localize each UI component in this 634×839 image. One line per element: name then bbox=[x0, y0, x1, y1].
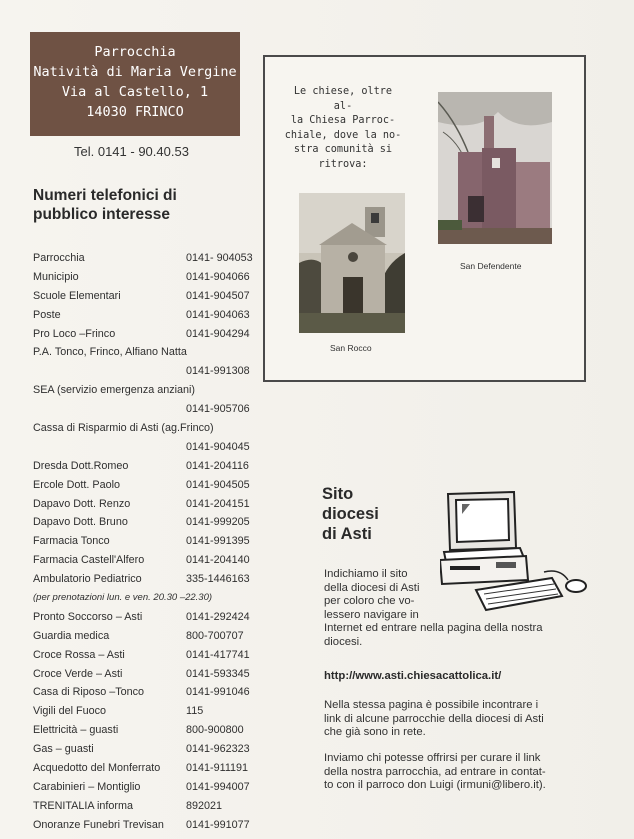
phone-row bbox=[33, 740, 273, 759]
phone-row-number: 0141-905706 bbox=[186, 403, 250, 416]
phone-list bbox=[33, 249, 273, 835]
parish-telephone: Tel. 0141 - 90.40.53 bbox=[74, 144, 189, 159]
phone-row bbox=[33, 589, 273, 608]
phone-row-name: Pronto Soccorso – Asti bbox=[33, 610, 143, 623]
phone-row bbox=[33, 457, 273, 476]
phone-row bbox=[33, 683, 273, 702]
phone-row-name: Farmacia Tonco bbox=[33, 535, 110, 548]
sito-para3-line: Inviamo chi potesse offrirsi per curare il link bbox=[324, 752, 541, 764]
sito-title-line: diocesi bbox=[322, 505, 379, 523]
parish-line-1: Parrocchia bbox=[94, 44, 176, 60]
phone-row-number: 0141-991046 bbox=[186, 686, 250, 699]
phone-row bbox=[33, 249, 273, 268]
phone-row bbox=[33, 306, 273, 325]
phone-row bbox=[33, 759, 273, 778]
sito-para3-line: to con il parroco don Luigi (irmuni@libero.it). bbox=[324, 779, 546, 791]
phone-row bbox=[33, 400, 273, 419]
phone-row-number: 0141-593345 bbox=[186, 667, 250, 680]
phone-row-number: 0141-999205 bbox=[186, 516, 250, 529]
phone-row-name: Casa di Riposo –Tonco bbox=[33, 686, 145, 699]
phone-row-number: 0141-991077 bbox=[186, 818, 250, 831]
sito-intro bbox=[324, 568, 543, 649]
churches-text-line: stra comunità si bbox=[293, 144, 393, 155]
phone-row-number: 0141-204116 bbox=[186, 459, 249, 472]
phone-row bbox=[33, 570, 273, 589]
phone-row bbox=[33, 513, 273, 532]
phone-row-number: 0141-991308 bbox=[186, 365, 250, 378]
phone-row-number: 800-700707 bbox=[186, 629, 244, 642]
phone-row bbox=[33, 551, 273, 570]
phone-row-name: Acquedotto del Monferrato bbox=[33, 762, 161, 775]
phone-row bbox=[33, 608, 273, 627]
phone-row-number: 0141-204151 bbox=[186, 497, 250, 510]
phone-row bbox=[33, 665, 273, 684]
phone-row-name: Scuole Elementari bbox=[33, 289, 121, 302]
phone-row bbox=[33, 343, 273, 362]
phone-row-number: 0141-292424 bbox=[186, 610, 250, 623]
phone-row-name: Carabinieri – Montiglio bbox=[33, 780, 141, 793]
phone-row bbox=[33, 495, 273, 514]
phone-row bbox=[33, 419, 273, 438]
phone-row-name: Parrocchia bbox=[33, 252, 85, 264]
sito-title bbox=[322, 484, 379, 544]
phone-row-name: Gas – guasti bbox=[33, 743, 94, 756]
sito-para2-line: che già sono in rete. bbox=[324, 726, 426, 738]
phone-row-name: Ercole Dott. Paolo bbox=[33, 478, 121, 491]
sito-para2-line: link di alcune parrocchie della diocesi di Asti bbox=[324, 712, 544, 725]
san-rocco-photo bbox=[299, 193, 405, 333]
phone-row-number: 0141-417741 bbox=[186, 648, 250, 661]
sito-para2-line: Nella stessa pagina è possibile incontrare i bbox=[324, 699, 539, 711]
phone-row-number: 0141- 904053 bbox=[186, 252, 253, 264]
phone-row-name: (per prenotazioni lun. e ven. 20.30 –22.30) bbox=[33, 592, 213, 604]
churches-text-line: la Chiesa Parroc- bbox=[290, 115, 396, 126]
phone-row-number: 0141-904066 bbox=[186, 270, 250, 283]
phone-row-number: 0141-994007 bbox=[186, 780, 250, 793]
phone-row bbox=[33, 287, 273, 306]
phone-row bbox=[33, 816, 273, 835]
phone-row-number: 0141-904045 bbox=[186, 440, 250, 453]
phone-row bbox=[33, 268, 273, 287]
phone-row-name: TRENITALIA informa bbox=[33, 799, 133, 812]
phone-row-name: SEA (servizio emergenza anziani) bbox=[33, 384, 196, 397]
phone-row-name: Dresda Dott.Romeo bbox=[33, 459, 129, 472]
sito-intro-line: Internet ed entrare nella pagina della nostra bbox=[324, 622, 543, 634]
phone-row bbox=[33, 362, 273, 381]
sito-para3-line: della nostra parrocchia, ad entrare in contat- bbox=[324, 765, 546, 778]
sito-title-line: di Asti bbox=[322, 525, 372, 543]
phone-row-name: Farmacia Castell'Alfero bbox=[33, 554, 145, 567]
phone-row-number: 0141-904507 bbox=[186, 289, 250, 302]
phone-row bbox=[33, 778, 273, 797]
san-rocco-caption: San Rocco bbox=[330, 343, 372, 353]
phone-row bbox=[33, 532, 273, 551]
parish-line-3: Via al Castello, 1 bbox=[61, 84, 209, 100]
parish-line-4: 14030 FRINCO bbox=[86, 104, 184, 120]
numbers-title: Numeri telefonici di pubblico interesse bbox=[33, 187, 177, 223]
phone-row bbox=[33, 627, 273, 646]
sito-paragraph-3 bbox=[324, 752, 546, 793]
phone-row bbox=[33, 381, 273, 400]
phone-row-name: Dapavo Dott. Renzo bbox=[33, 497, 131, 510]
phone-row-number: 0141-991395 bbox=[186, 535, 250, 548]
phone-row-name: Poste bbox=[33, 308, 61, 321]
phone-row-name: Croce Verde – Asti bbox=[33, 667, 123, 680]
sito-intro-line: Indichiamo il sito bbox=[324, 568, 408, 580]
phone-row bbox=[33, 702, 273, 721]
churches-text-line: chiale, dove la no- bbox=[284, 129, 402, 141]
phone-row-name: P.A. Tonco, Frinco, Alfiano Natta bbox=[33, 346, 187, 359]
parish-line-2: Natività di Maria Vergine bbox=[33, 64, 237, 80]
phone-row-name: Dapavo Dott. Bruno bbox=[33, 516, 128, 529]
sito-intro-line: della diocesi di Asti bbox=[324, 581, 420, 594]
phone-row-name: Ambulatorio Pediatrico bbox=[33, 573, 142, 586]
churches-text-line: Le chiese, oltre al- bbox=[293, 86, 393, 112]
churches-text bbox=[283, 85, 403, 172]
phone-row-number: 0141-904294 bbox=[186, 327, 250, 340]
phone-row bbox=[33, 646, 273, 665]
phone-row-number: 0141-204140 bbox=[186, 554, 250, 567]
sito-intro-line: lessero navigare in bbox=[324, 608, 419, 621]
sito-title-line: Sito bbox=[322, 485, 354, 503]
phone-row-name: Elettricità – guasti bbox=[33, 724, 119, 737]
phone-row bbox=[33, 476, 273, 495]
phone-row-name: Guardia medica bbox=[33, 629, 110, 642]
phone-row-name: Pro Loco –Frinco bbox=[33, 327, 116, 340]
phone-row-number: 0141-911191 bbox=[186, 762, 249, 775]
parish-header bbox=[30, 32, 240, 136]
diocese-link[interactable]: http://www.asti.chiesacattolica.it/ bbox=[324, 670, 502, 682]
phone-row-number: 892021 bbox=[186, 799, 223, 812]
phone-row bbox=[33, 438, 273, 457]
phone-row-number: 115 bbox=[186, 705, 204, 718]
phone-row bbox=[33, 325, 273, 344]
sito-intro-line: per coloro che vo- bbox=[324, 595, 415, 607]
sito-intro-line: diocesi. bbox=[324, 635, 363, 648]
phone-row-name: Cassa di Risparmio di Asti (ag.Frinco) bbox=[33, 422, 214, 435]
sito-paragraph-2 bbox=[324, 699, 544, 740]
phone-row-name: Municipio bbox=[33, 270, 79, 283]
phone-row-name: Croce Rossa – Asti bbox=[33, 648, 125, 661]
phone-row bbox=[33, 797, 273, 816]
churches-text-line: ritrova: bbox=[318, 158, 368, 170]
phone-row-number: 0141-904063 bbox=[186, 308, 250, 321]
phone-row-number: 0141-904505 bbox=[186, 478, 250, 491]
san-defendente-photo bbox=[438, 92, 552, 244]
phone-row bbox=[33, 721, 273, 740]
phone-row-name: Vigili del Fuoco bbox=[33, 705, 107, 718]
phone-row-number: 0141-962323 bbox=[186, 743, 250, 756]
phone-row-number: 800-900800 bbox=[186, 724, 244, 737]
phone-row-name: Onoranze Funebri Trevisan bbox=[33, 818, 164, 831]
phone-row-number: 335-1446163 bbox=[186, 573, 250, 586]
san-defendente-caption: San Defendente bbox=[460, 261, 522, 271]
